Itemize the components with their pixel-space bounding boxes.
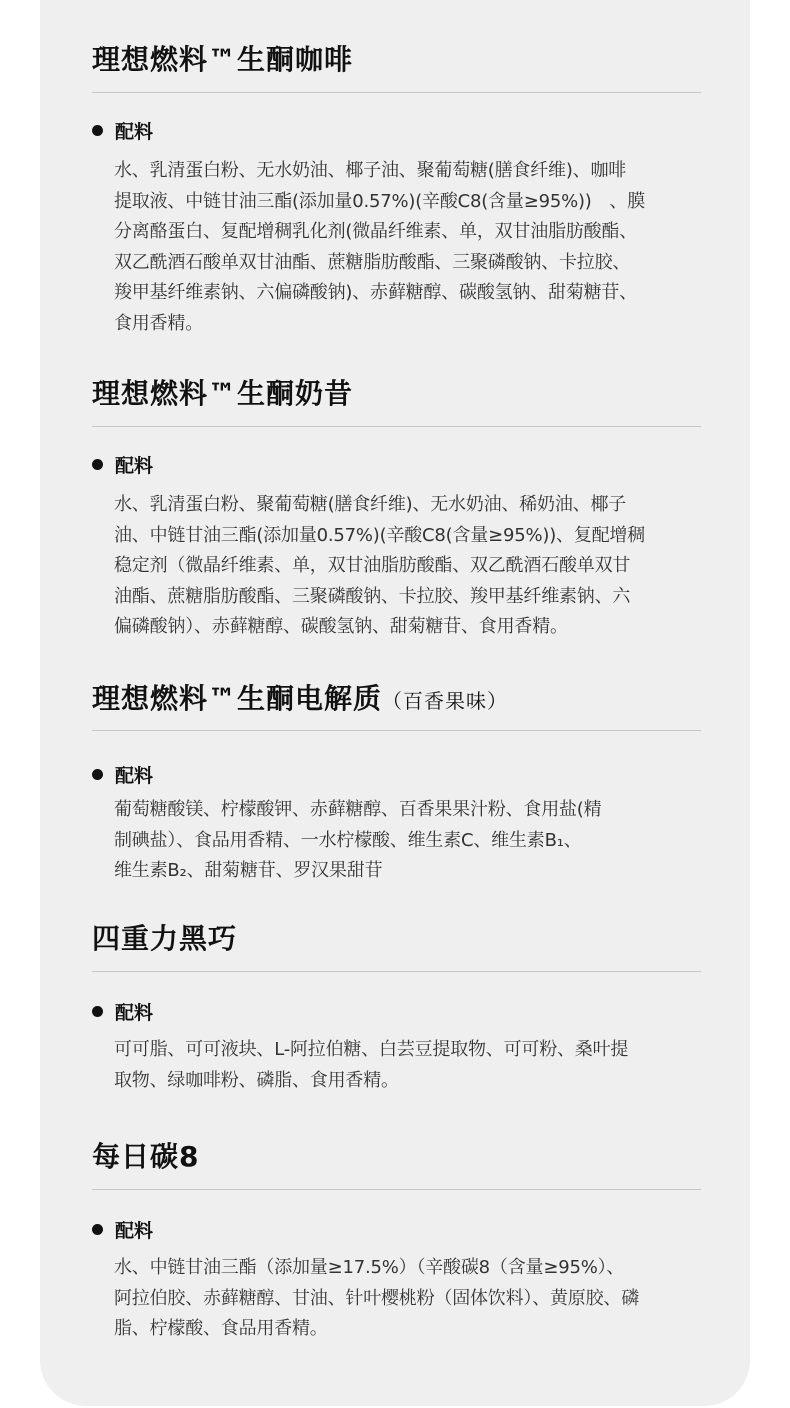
ingredients-line: 稳定剂（微晶纤维素、单，双甘油脂肪酸酯、双乙酰酒石酸单双甘: [114, 555, 631, 576]
ingredients-line: 水、中链甘油三酯（添加量≥17.5%）（辛酸碳8（含量≥95%）、: [114, 1257, 625, 1278]
ingredients-line: 制碘盐）、食品用香精、一水柠檬酸、维生素C、维生素B₁、: [114, 829, 582, 851]
ingredients-line: 油、中链甘油三酯(添加量0.57%)(辛酸C8(含量≥95%))、复配增稠: [114, 524, 646, 546]
ingredients-line: 偏磷酸钠）、赤藓糖醇、碳酸氢钠、甜菊糖苷、食用香精。: [114, 616, 568, 637]
ingredients-line: 阿拉伯胶、赤藓糖醇、甘油、针叶樱桃粉（固体饮料）、黄原胶、磷: [114, 1287, 639, 1309]
ingredients-label: 配料: [115, 1219, 154, 1242]
product-title: 四重力黑巧: [92, 922, 238, 955]
ingredients-label: 配料: [115, 764, 154, 787]
divider: [92, 971, 701, 972]
product-section-keto-milkshake: [92, 372, 702, 642]
divider: [92, 730, 701, 731]
product-section-daily-c8: [92, 1135, 702, 1355]
product-title: 理想燃料™生酮咖啡: [92, 43, 354, 76]
divider: [92, 426, 701, 427]
ingredients-text: [114, 1253, 702, 1345]
ingredients-text: [114, 1035, 702, 1096]
ingredients-line: 油酯、蔗糖脂肪酸酯、三聚磷酸钠、卡拉胶、羧甲基纤维素钠、六: [114, 585, 631, 607]
product-section-dark-chocolate: [92, 917, 702, 1097]
ingredients-line: 提取液、中链甘油三酯(添加量0.57%)(辛酸C8(含量≥95%)) 、膜: [114, 190, 646, 212]
ingredients-text: [114, 156, 702, 339]
ingredients-line: 分离酪蛋白、复配增稠乳化剂(微晶纤维素、单，双甘油脂肪酸酯、: [114, 221, 638, 242]
ingredients-heading: [92, 1218, 153, 1240]
ingredients-label: 配料: [115, 454, 154, 477]
product-section-keto-electrolyte: [92, 677, 702, 887]
ingredients-label: 配料: [115, 120, 154, 143]
ingredients-heading: [92, 1000, 153, 1022]
ingredients-label: 配料: [115, 1001, 154, 1024]
ingredients-line: 水、乳清蛋白粉、无水奶油、椰子油、聚葡萄糖(膳食纤维)、咖啡: [114, 160, 627, 181]
ingredients-line: 脂、柠檬酸、食品用香精。: [114, 1318, 328, 1339]
ingredients-heading: [92, 453, 153, 475]
ingredients-text: [114, 795, 702, 887]
ingredients-line: 羧甲基纤维素钠、六偏磷酸钠)、赤藓糖醇、碳酸氢钠、甜菊糖苷、: [114, 282, 638, 303]
bullet-icon: [92, 459, 103, 470]
ingredients-line: 双乙酰酒石酸单双甘油酯、蔗糖脂肪酸酯、三聚磷酸钠、卡拉胶、: [114, 251, 631, 273]
bullet-icon: [92, 1006, 103, 1017]
ingredients-line: 可可脂、可可液块、L-阿拉伯糖、白芸豆提取物、可可粉、桑叶提: [114, 1039, 629, 1060]
product-section-keto-coffee: [92, 38, 702, 338]
ingredients-line: 葡萄糖酸镁、柠檬酸钾、赤藓糖醇、百香果果汁粉、食用盐(精: [114, 799, 602, 820]
ingredients-heading: [92, 119, 153, 141]
divider: [92, 1189, 701, 1190]
bullet-icon: [92, 769, 103, 780]
ingredients-line: 食用香精。: [114, 312, 203, 334]
bullet-icon: [92, 1224, 103, 1235]
product-title: 理想燃料™生酮奶昔: [92, 377, 354, 410]
divider: [92, 92, 701, 93]
bullet-icon: [92, 125, 103, 136]
product-title: 理想燃料™生酮电解质（百香果味）: [92, 682, 509, 715]
ingredients-heading: [92, 763, 153, 785]
ingredients-text: [114, 490, 702, 643]
ingredients-line: 水、乳清蛋白粉、聚葡萄糖(膳食纤维)、无水奶油、稀奶油、椰子: [114, 494, 627, 515]
product-subtitle: （百香果味）: [382, 689, 509, 713]
product-title: 每日碳8: [92, 1140, 200, 1173]
ingredients-line: 维生素B₂、甜菊糖苷、罗汉果甜苷: [114, 860, 383, 881]
ingredients-line: 取物、绿咖啡粉、磷脂、食用香精。: [114, 1069, 399, 1091]
